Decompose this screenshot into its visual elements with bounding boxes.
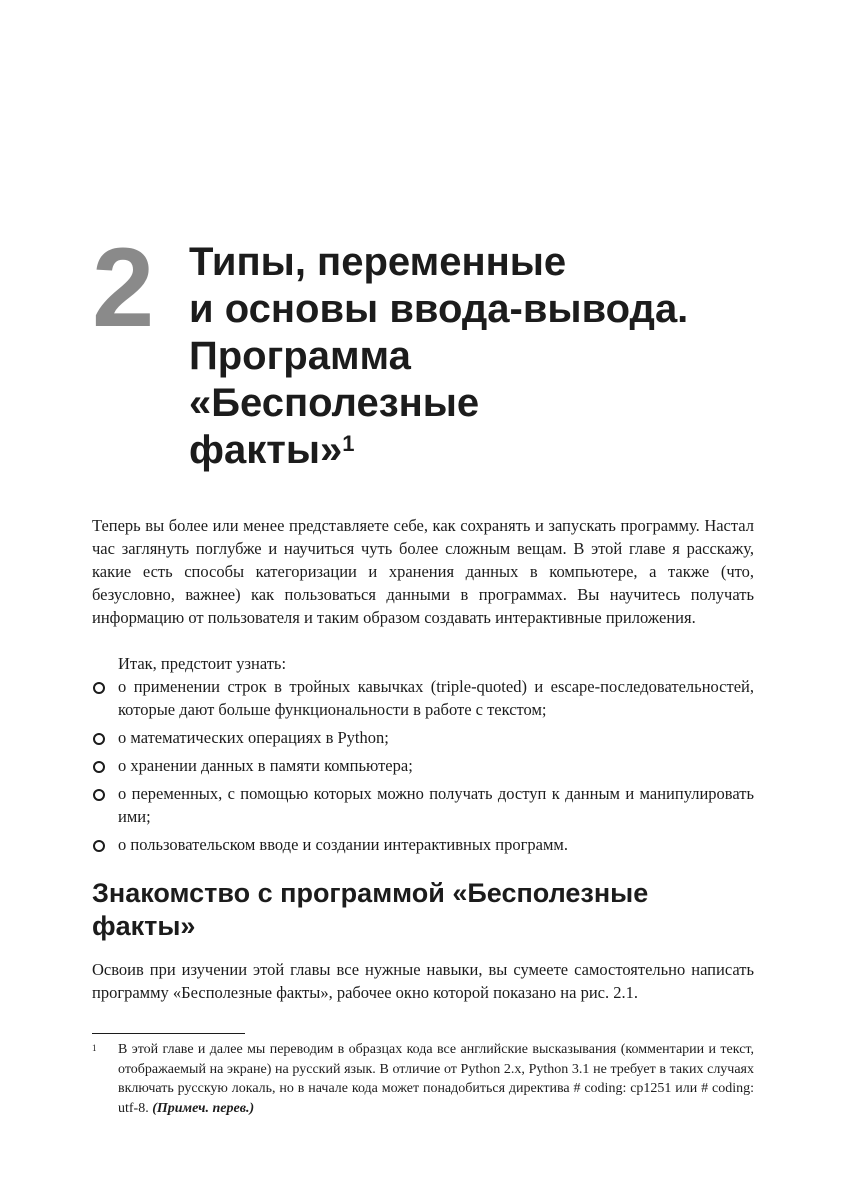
section-heading: Знакомство с программой «Бесполезные факты» [92,878,649,941]
section-paragraph: Освоив при изучении этой главы все нужные навыки, вы сумеете самостоятельно написать программу «Бесполезные факты», рабочее окно которой показано на рис. 2.1. [92,960,754,1002]
chapter-title-line: и основы ввода-вывода. [189,287,689,331]
footnote-marker: 1 [92,1043,97,1053]
lead-in-text: Итак, предстоит узнать: [118,654,287,673]
list-item: о применении строк в тройных кавычках (triple-quoted) и escape-последовательностей, которые дают больше функциональности в работе с текстом; [92,675,754,721]
chapter-title [189,239,789,474]
footnote-text [118,1040,754,1118]
footnote-body: В этой главе и далее мы переводим в образцах кода все английские высказывания (комментарии и текст, отображаемый на экране) на русский язык. В отличие от Python 2.x, Python 3.1 не требует в таких случаях включать русскую локаль, но в начале кода может понадобиться директива # coding: cp1251 или # coding: utf-8. [118,1042,754,1116]
list-item: о пользовательском вводе и создании интерактивных программ. [92,833,754,856]
intro-paragraph: Теперь вы более или менее представляете себе, как сохранять и запускать программу. Настал час заглянуть поглубже и научиться чуть более сложным вещам. В этой главе я расскажу, какие есть способы категоризации и хранения данных в компьютере, а также (что, безусловно, важнее) как пользоваться данными в программах. Вы научитесь получать информацию от пользователя и таким образом создавать интерактивные приложения. [92,516,754,627]
footnote-reference[interactable]: 1 [342,431,355,456]
chapter-number: 2 [92,225,155,350]
topics-list [92,675,754,861]
list-item: о переменных, с помощью которых можно получать доступ к данным и манипулировать ими; [92,782,754,828]
chapter-title-line: Программа [189,334,411,378]
list-item: о математических операциях в Python; [92,726,754,749]
chapter-title-line: «Бесполезные [189,381,480,425]
chapter-title-line: Типы, переменные [189,240,567,284]
footnote-divider [92,1033,245,1034]
chapter-title-line: факты» [189,428,343,472]
list-item: о хранении данных в памяти компьютера; [92,754,754,777]
translator-note: (Примеч. перев.) [152,1100,255,1116]
chapter-title-line-last [189,427,789,474]
